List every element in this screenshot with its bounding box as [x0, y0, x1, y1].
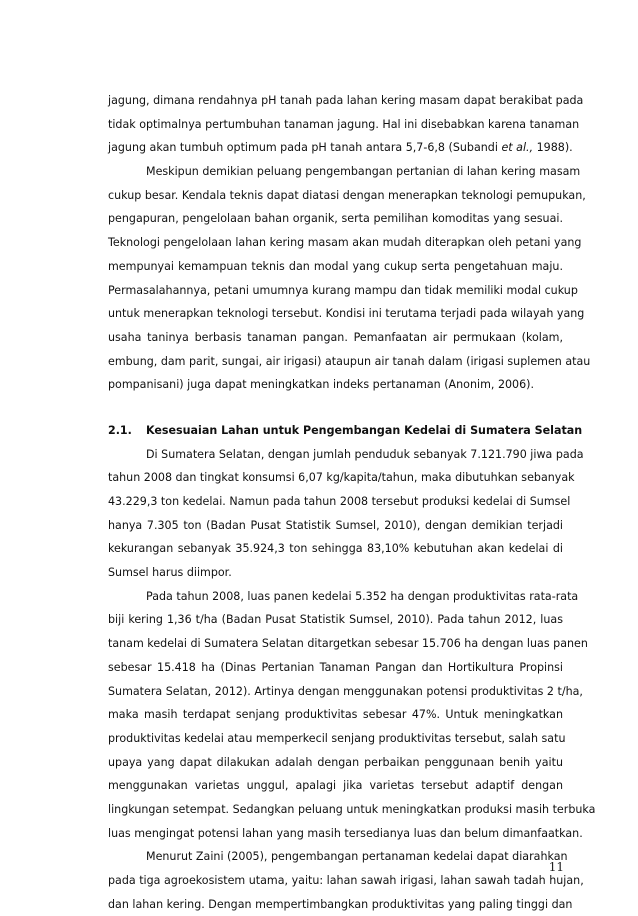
section-number: 2.1.	[108, 423, 132, 437]
text-line: untuk menerapkan teknologi tersebut. Kondisi ini terutama terjadi pada wilayah yang	[108, 307, 585, 321]
text-line: luas mengingat potensi lahan yang masih tersedianya luas dan belum dimanfaatkan.	[108, 826, 583, 840]
text-line: upaya yang dapat dilakukan adalah dengan perbaikan penggunaan benih yaitu	[108, 755, 563, 769]
text-line: Menurut Zaini (2005), pengembangan pertanaman kedelai dapat diarahkan	[146, 850, 568, 864]
paragraph-sumsel	[108, 443, 584, 585]
text-line: mempunyai kemampuan teknis dan modal yang cukup serta pengetahuan maju.	[108, 259, 563, 273]
paragraph-2008	[108, 585, 596, 846]
text-line: Pada tahun 2008, luas panen kedelai 5.352 ha dengan produktivitas rata-rata	[146, 589, 579, 603]
text-line: kekurangan sebanyak 35.924,3 ton sehingga 83,10% kebutuhan akan kedelai di	[108, 542, 563, 556]
text-line: embung, dam parit, sungai, air irigasi) ataupun air tanah dalam (irigasi suplemen atau	[108, 354, 591, 368]
text-line: Di Sumatera Selatan, dengan jumlah penduduk sebanyak 7.121.790 jiwa pada	[146, 447, 584, 461]
text-line: 43.229,3 ton kedelai. Namun pada tahun 2008 tersebut produksi kedelai di Sumsel	[108, 495, 571, 508]
text-line: produktivitas kedelai atau memperkecil senjang produktivitas tersebut, salah satu	[108, 731, 566, 745]
section-title: Kesesuaian Lahan untuk Pengembangan Kedelai di Sumatera Selatan	[146, 423, 583, 437]
text-line: dan lahan kering. Dengan mempertimbangkan produktivitas yang paling tinggi dan	[108, 897, 573, 911]
text-line: lingkungan setempat. Sedangkan peluang untuk meningkatkan produksi masih terbuka	[108, 802, 596, 816]
text-line: pompanisani) juga dapat meningkatkan indeks pertanaman (Anonim, 2006).	[108, 378, 535, 392]
text-line: Permasalahannya, petani umumnya kurang mampu dan tidak memiliki modal cukup	[108, 283, 578, 297]
text-line: pengapuran, pengelolaan bahan organik, serta pemilihan komoditas yang sesuai.	[108, 212, 563, 226]
text-run: 1988).	[533, 141, 573, 155]
text-line: Sumsel harus diimpor.	[108, 566, 232, 580]
text-run: jagung akan tumbuh optimum pada pH tanah antara 5,7-6,8 (Subandi	[108, 141, 502, 155]
text-line: tahun 2008 dan tingkat konsumsi 6,07 kg/kapita/tahun, maka dibutuhkan sebanyak	[108, 471, 575, 485]
text-line: hanya 7.305 ton (Badan Pusat Statistik Sumsel, 2010), dengan demikian terjadi	[108, 518, 563, 532]
paragraph-meskipun	[108, 160, 591, 397]
paragraph-intro	[108, 89, 584, 160]
italic-citation: et al.,	[501, 141, 534, 155]
text-line: usaha taninya berbasis tanaman pangan. Pemanfaatan air permukaan (kolam,	[108, 330, 563, 344]
text-line: maka masih terdapat senjang produktivitas sebesar 47%. Untuk meningkatkan	[108, 708, 563, 722]
document-page	[108, 89, 596, 916]
text-line: pada tiga agroekosistem utama, yaitu: lahan sawah irigasi, lahan sawah tadah hujan,	[108, 874, 584, 887]
text-line: cukup besar. Kendala teknis dapat diatasi dengan menerapkan teknologi pemupukan,	[108, 188, 586, 202]
text-line: Meskipun demikian peluang pengembangan pertanian di lahan kering masam	[146, 165, 581, 179]
text-line: tanam kedelai di Sumatera Selatan ditargetkan sebesar 15.706 ha dengan luas panen	[108, 637, 588, 651]
text-line: jagung, dimana rendahnya pH tanah pada lahan kering masam dapat berakibat pada	[108, 94, 584, 107]
section-heading	[108, 419, 583, 443]
text-line: Sumatera Selatan, 2012). Artinya dengan menggunakan potensi produktivitas 2 t/ha,	[108, 684, 583, 698]
paragraph-zaini	[108, 845, 584, 916]
text-line: menggunakan varietas unggul, apalagi jika varietas tersebut adaptif dengan	[108, 779, 563, 793]
paragraph-gap	[108, 397, 563, 419]
text-line: biji kering 1,36 t/ha (Badan Pusat Statistik Sumsel, 2010). Pada tahun 2012, luas	[108, 613, 563, 627]
text-line: tidak optimalnya pertumbuhan tanaman jagung. Hal ini disebabkan karena tanaman	[108, 117, 580, 131]
text-line: Teknologi pengelolaan lahan kering masam akan mudah diterapkan oleh petani yang	[108, 236, 582, 250]
page-number: 11	[548, 860, 564, 874]
text-line	[108, 136, 573, 160]
text-line: sebesar 15.418 ha (Dinas Pertanian Tanaman Pangan dan Hortikultura Propinsi	[108, 660, 563, 674]
